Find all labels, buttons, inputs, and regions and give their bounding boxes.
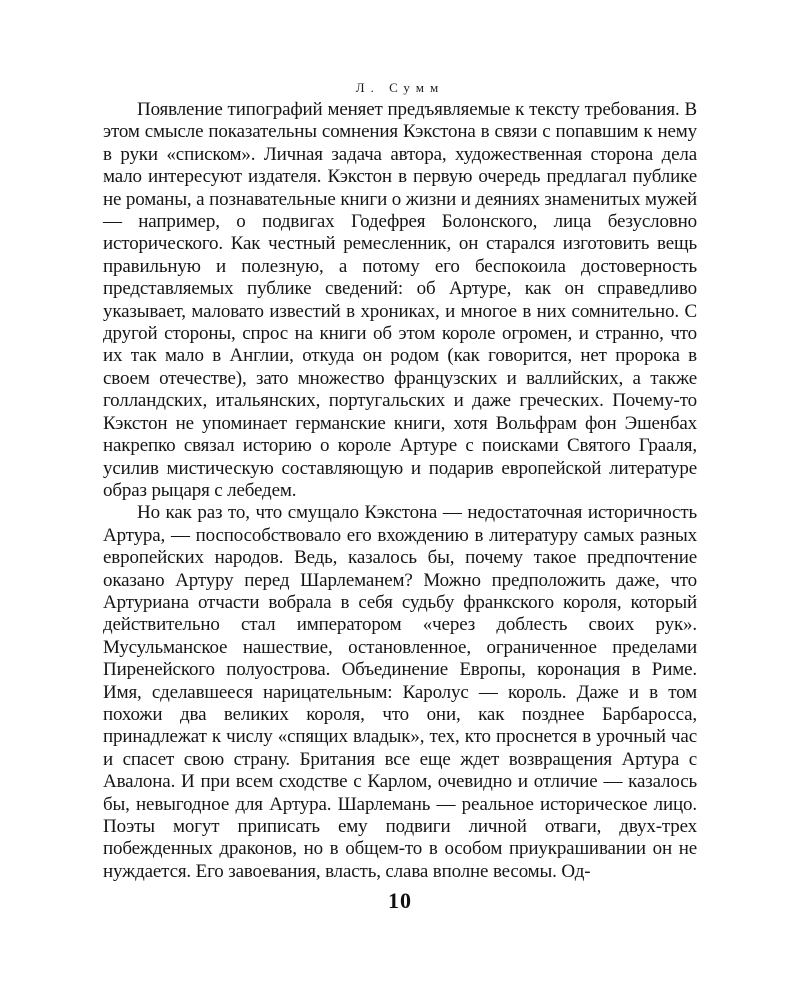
running-head-author: Л. Сумм xyxy=(355,80,445,95)
body-text xyxy=(103,99,697,883)
paragraph-2: Но как раз то, что смущало Кэкстона — недостаточная историчность Артура, — поспособствовало его вхождению в литературу самых разных европейских народов. Ведь, казалось бы, почему такое предпочтение оказано Артуру перед Шарлеманем? Можно предположить даже, что Артуриана отчасти вобрала в себя судьбу франкского короля, который действительно стал императором «через доблесть своих рук». Мусульманское нашествие, остановленное, ограниченное пределами Пиренейского полуострова. Объединение Европы, коронация в Риме. Имя, сделавшееся нарицательным: Каролус — король. Даже и в том похожи два великих короля, что они, как позднее Барбаросса, принадлежат к числу «спящих владык», тех, кто проснется в урочный час и спасет свою страну. Британия все еще ждет возвращения Артура с Авалона. И при всем сходстве с Карлом, очевидно и отличие — казалось бы, невыгодное для Артура. Шарлемань — реальное историческое лицо. Поэты могут приписать ему подвиги личной отваги, двух-трех побежденных драконов, но в общем-то в особом приукрашивании он не нуждается. Его завоевания, власть, слава вполне весомы. Од- xyxy=(103,502,697,882)
paragraph-1: Появление типографий меняет предъявляемые к тексту требования. В этом смысле показательны сомнения Кэкстона в связи с попавшим к нему в руки «списком». Личная задача автора, художественная сторона дела мало интересуют издателя. Кэкстон в первую очередь предлагал публике не романы, а познавательные книги о жизни и деяниях знаменитых мужей — например, о подвигах Годефрея Болонского, лица безусловно исторического. Как честный ремесленник, он старался изготовить вещь правильную и полезную, а потому его беспокоила достоверность представляемых публике сведений: об Артуре, как он справедливо указывает, маловато известий в хрониках, и многое в них сомнительно. С другой стороны, спрос на книги об этом короле огромен, и странно, что их так мало в Англии, откуда он родом (как говорится, нет пророка в своем отечестве), зато множество французских и валлийских, а также голландских, итальянских, португальских и даже греческих. Почему-то Кэкстон не упоминает германские книги, хотя Вольфрам фон Эшенбах накрепко связал историю о короле Артуре с поисками Святого Грааля, усилив мистическую составляющую и подарив европейской литературе образ рыцаря с лебедем. xyxy=(103,99,697,501)
page-number: 10 xyxy=(388,888,412,913)
